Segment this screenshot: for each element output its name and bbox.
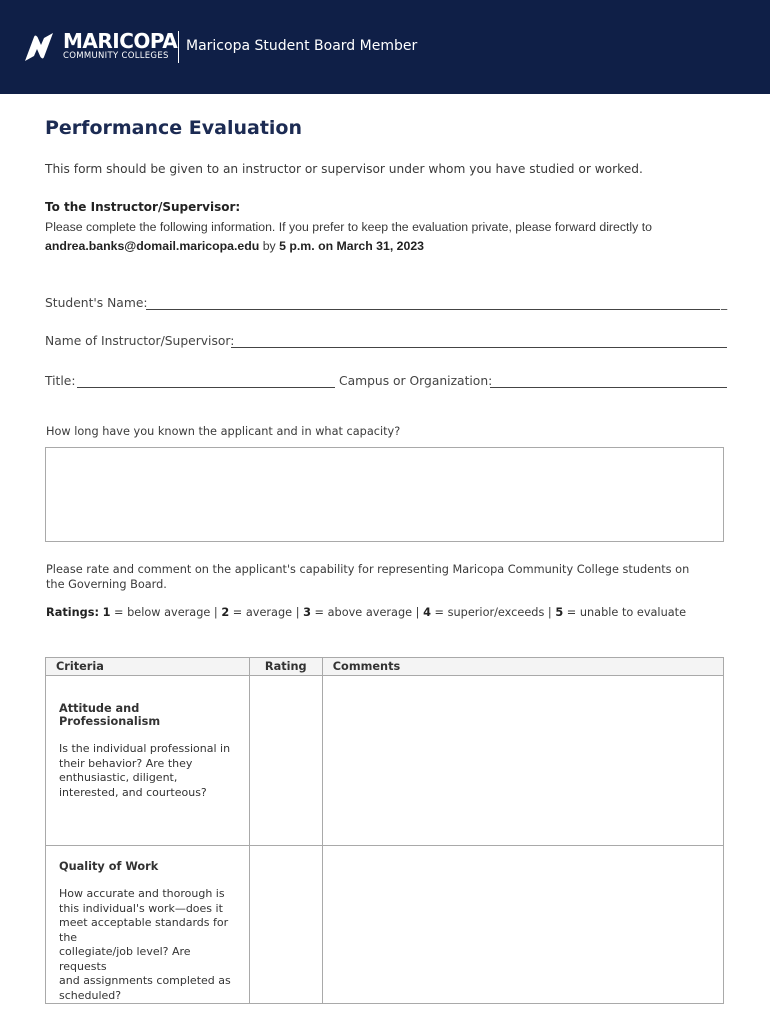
evaluation-table bbox=[45, 657, 724, 1004]
brand-name: MARICOPA bbox=[63, 29, 178, 53]
rate-instruction-line-2: the Governing Board. bbox=[46, 578, 167, 591]
rating-4-num: 4 bbox=[423, 606, 431, 619]
by-text: by bbox=[262, 239, 276, 253]
header-title: Maricopa Student Board Member bbox=[186, 38, 418, 54]
rating-3-num: 3 bbox=[303, 606, 311, 619]
contact-email[interactable]: andrea.banks@domail.maricopa.edu bbox=[45, 239, 260, 253]
criteria-cell bbox=[46, 676, 250, 846]
criteria-desc-line: and assignments completed as bbox=[59, 974, 231, 987]
student-name-line[interactable] bbox=[146, 309, 720, 310]
title-campus-field bbox=[45, 374, 727, 390]
intro-text: This form should be given to an instructor or supervisor under whom you have studied or worked. bbox=[45, 162, 643, 176]
instructor-name-line[interactable] bbox=[231, 347, 727, 348]
instructions-line-1: Please complete the following information. If you prefer to keep the evaluation private, please forward directly to bbox=[45, 220, 652, 234]
student-name-field bbox=[45, 296, 727, 312]
criteria-desc-line: enthusiastic, diligent, bbox=[59, 771, 178, 784]
instructor-name-field bbox=[45, 334, 727, 350]
criteria-desc-line: scheduled? bbox=[59, 988, 122, 1002]
table-header-row bbox=[46, 658, 724, 676]
criteria-desc-line: their behavior? Are they bbox=[59, 756, 193, 770]
title-label: Title: bbox=[45, 374, 76, 388]
instructor-name-label: Name of Instructor/Supervisor: bbox=[45, 334, 235, 348]
comments-cell[interactable] bbox=[322, 846, 723, 1004]
campus-line[interactable] bbox=[490, 387, 727, 388]
student-name-tail: _ bbox=[721, 296, 728, 310]
criteria-cell bbox=[46, 846, 250, 1004]
criteria-header: Criteria bbox=[46, 658, 250, 676]
table-row bbox=[46, 846, 724, 1004]
criteria-desc-line: Is the individual professional in bbox=[59, 742, 231, 755]
ratings-legend bbox=[46, 606, 686, 619]
criteria-desc-line: How accurate and thorough is bbox=[59, 887, 225, 900]
instructions-line-2 bbox=[45, 239, 424, 253]
rating-5-text: = unable to evaluate bbox=[563, 606, 687, 619]
rate-instruction-line-1: Please rate and comment on the applicant's capability for representing Maricopa Community College students on bbox=[46, 563, 690, 576]
table-row bbox=[46, 676, 724, 846]
rating-cell[interactable] bbox=[249, 676, 322, 846]
page-title: Performance Evaluation bbox=[45, 117, 303, 139]
title-line[interactable] bbox=[77, 387, 335, 388]
criteria-description bbox=[59, 887, 239, 1003]
page-header bbox=[0, 0, 770, 94]
rating-header: Rating bbox=[249, 658, 322, 676]
brand-subtitle: COMMUNITY COLLEGES bbox=[63, 51, 169, 61]
comments-header: Comments bbox=[322, 658, 723, 676]
rating-3-text: = above average | bbox=[310, 606, 424, 619]
known-question: How long have you known the applicant and in what capacity? bbox=[46, 425, 401, 438]
criteria-desc-line: this individual's work—does it bbox=[59, 901, 223, 915]
student-name-label: Student's Name: bbox=[45, 296, 148, 310]
deadline: 5 p.m. on March 31, 2023 bbox=[279, 239, 425, 253]
rating-1-num: 1 bbox=[102, 606, 111, 619]
criteria-name: Quality of Work bbox=[59, 860, 159, 873]
campus-label: Campus or Organization: bbox=[339, 374, 493, 388]
header-divider bbox=[178, 31, 179, 63]
criteria-desc-line: meet acceptable standards for the bbox=[59, 916, 229, 944]
rating-4-text: = superior/exceeds | bbox=[430, 606, 556, 619]
criteria-desc-line: interested, and courteous? bbox=[59, 785, 207, 799]
criteria-description bbox=[59, 742, 239, 800]
criteria-name: Attitude and Professionalism bbox=[59, 702, 161, 728]
rating-1-text: = below average | bbox=[110, 606, 222, 619]
criteria-desc-line: collegiate/job level? Are requests bbox=[59, 945, 191, 973]
rating-cell[interactable] bbox=[249, 846, 322, 1004]
rating-2-num: 2 bbox=[221, 606, 230, 619]
known-answer-box[interactable] bbox=[45, 447, 724, 542]
to-heading: To the Instructor/Supervisor: bbox=[45, 200, 241, 214]
ratings-label: Ratings: bbox=[46, 606, 99, 619]
rating-5-num: 5 bbox=[555, 606, 564, 619]
maricopa-logo-icon bbox=[22, 30, 56, 64]
comments-cell[interactable] bbox=[322, 676, 723, 846]
rating-2-text: = average | bbox=[229, 606, 304, 619]
